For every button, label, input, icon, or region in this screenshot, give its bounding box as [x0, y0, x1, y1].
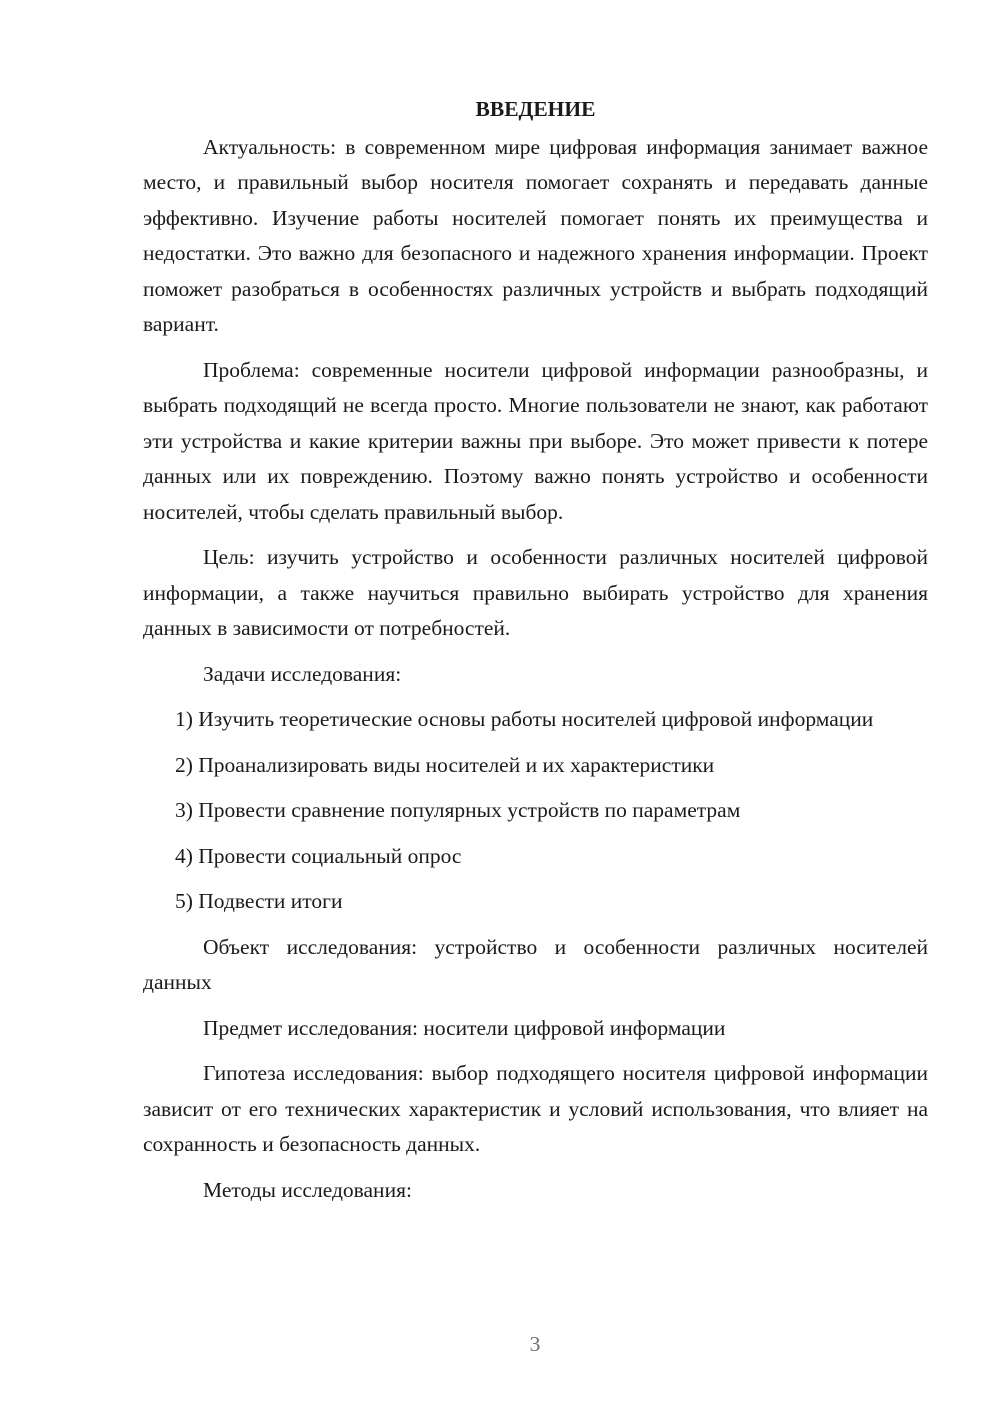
methods-heading: Методы исследования:	[203, 1177, 412, 1202]
task-item-1: 1) Изучить теоретические основы работы носителей цифровой информации	[175, 707, 874, 731]
goal-paragraph: Цель: изучить устройство и особенности различных носителей цифровой информации, а также научиться правильно выбирать устройство для хранения данных в зависимости от потребностей.	[143, 545, 928, 640]
problem-paragraph: Проблема: современные носители цифровой информации разнообразны, и выбрать подходящий не всегда просто. Многие пользователи не знают, как работают эти устройства и какие критерии важны при выборе. Это может привести к потере данных или их повреждению. Поэтому важно понять устройство и особенности носителей, чтобы сделать правильный выбор.	[143, 357, 928, 524]
hypothesis-paragraph: Гипотеза исследования: выбор подходящего носителя цифровой информации зависит от его технических характеристик и условий использования, что влияет на сохранность и безопасность данных.	[143, 1061, 928, 1156]
task-item-4: 4) Провести социальный опрос	[175, 843, 462, 868]
relevance-paragraph: Актуальность: в современном мире цифровая информация занимает важное место, и правильный выбор носителя помогает сохранять и передавать данные эффективно. Изучение работы носителей помогает понять их преимущества и недостатки. Это важно для безопасного и надежного хранения информации. Проект поможет разобраться в особенностях различных устройств и выбрать подходящий вариант.	[143, 134, 928, 336]
page-number: 3	[529, 1332, 541, 1356]
subject-paragraph: Предмет исследования: носители цифровой информации	[203, 1015, 726, 1040]
task-item-2: 2) Проанализировать виды носителей и их характеристики	[175, 752, 715, 777]
object-paragraph: Объект исследования: устройство и особенности различных носителей данных	[143, 934, 928, 994]
task-item-3: 3) Провести сравнение популярных устройств по параметрам	[175, 798, 741, 822]
task-item-5: 5) Подвести итоги	[175, 889, 343, 913]
document-page	[143, 92, 928, 1218]
section-heading: ВВЕДЕНИЕ	[475, 97, 596, 121]
tasks-heading: Задачи исследования:	[203, 661, 402, 686]
